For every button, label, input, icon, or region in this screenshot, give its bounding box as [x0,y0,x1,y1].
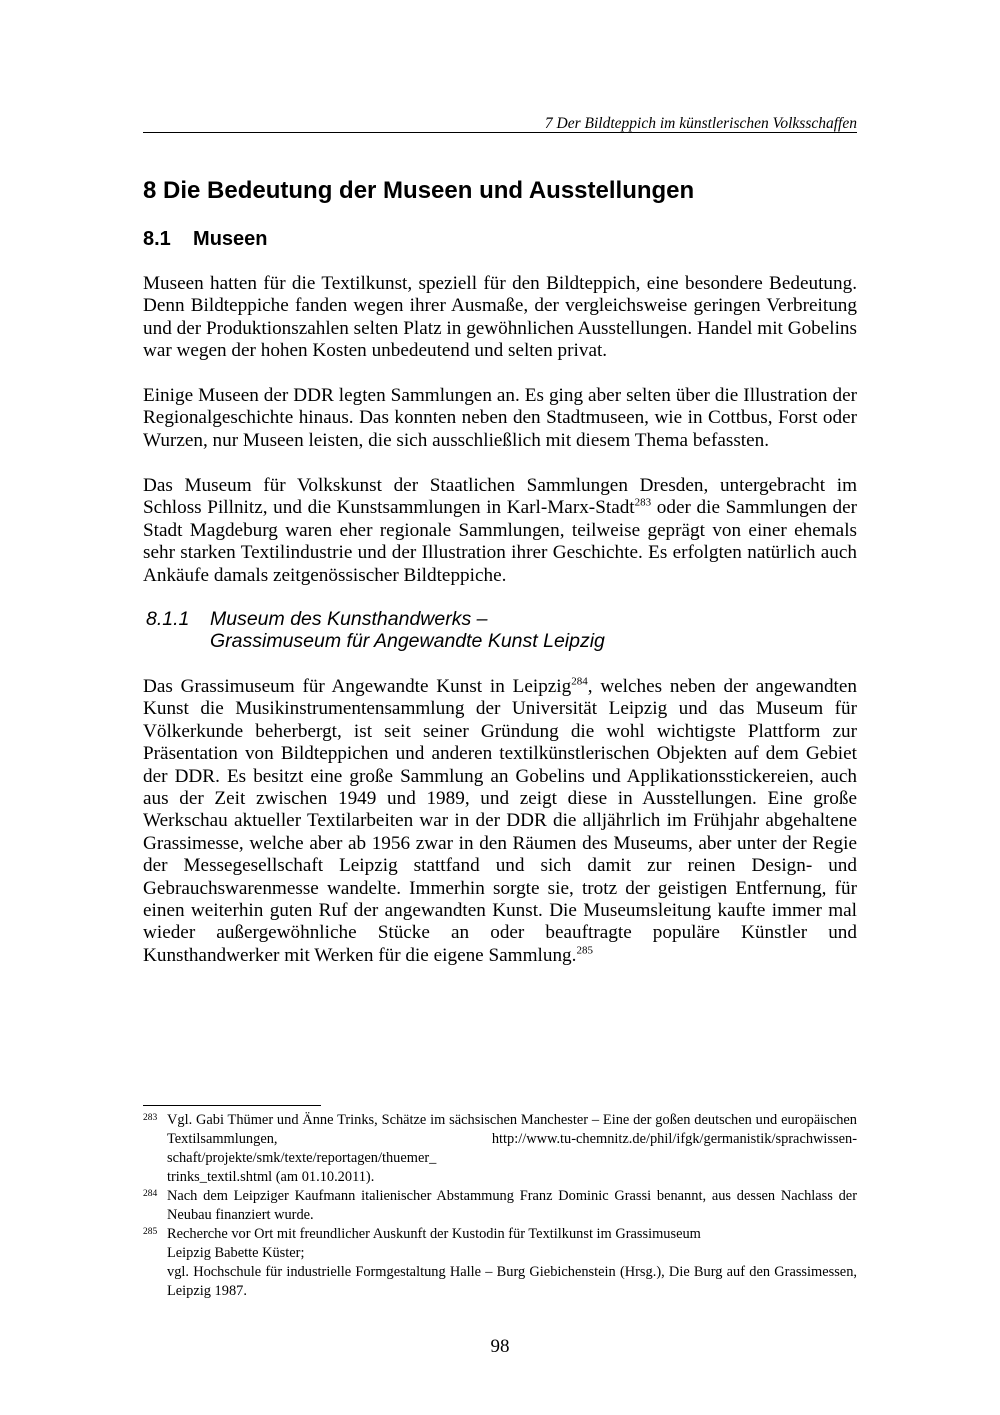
footnote-number: 283 [143,1113,158,1123]
footnote-text: Vgl. Gabi Thümer und Änne Trinks, Schätze im sächsischen Manchester – Eine der goßen deutschen und europäischen Textilsammlungen, http://www.tu-chemnitz.de/phil/ifgk/germanistik/sprachwissen-schaft/projekte/smk/texte/reportagen/thuemer_ [167,1112,857,1166]
footnote-number: 285 [143,1227,158,1237]
section-title: Museen [193,228,268,250]
chapter-title: Die Bedeutung der Museen und Ausstellungen [163,177,695,204]
chapter-number: 8 [143,177,157,204]
header-rule [143,132,857,133]
footnote [143,1187,857,1225]
body-paragraph [143,676,857,967]
running-head: 7 Der Bildteppich im künstlerischen Volksschaffen [544,115,857,132]
footnote-text: vgl. Hochschule für industrielle Formgestaltung Halle – Burg Giebichenstein (Hrsg.), Die Burg auf den Grassimessen, Leipzig 1987. [167,1264,857,1299]
footnote-text: Leipzig Babette Küster; [167,1245,305,1261]
footnote-text: trinks_textil.shtml (am 01.10.2011). [167,1169,375,1185]
footnote [143,1111,857,1187]
footnote-number: 284 [143,1189,158,1199]
footnote-reference[interactable]: 285 [576,944,593,957]
paragraph-text: oder die Sammlungen der Stadt Magdeburg waren eher regionale Sammlungen, teilweise geprägt von einer ehemals sehr starken Textilindustrie und der Illustration ihrer Geschichte. Es erfolgten natürlich auch Ankäufe damals zeitgenössischer Bildteppiche. [143,497,857,586]
footnote-reference[interactable]: 284 [571,675,588,688]
subsection-number: 8.1.1 [146,608,190,630]
body-paragraph [143,475,857,587]
section-heading [143,226,268,252]
page-number: 98 [490,1336,510,1357]
paragraph-text: Das Grassimuseum für Angewandte Kunst in Leipzig [143,676,572,697]
subsection-heading [146,608,605,652]
body-paragraph: Museen hatten für die Textilkunst, speziell für den Bildteppich, eine besondere Bedeutung. Denn Bildteppiche fanden wegen ihrer Ausmaße, der vergleichsweise geringen Verbreitung und der Produktionszahlen selten Platz in gewöhnlichen Ausstellungen. Handel mit Gobelins war wegen der hohen Kosten unbedeutend und selten privat. [143,273,857,362]
footnote-reference[interactable]: 283 [634,497,652,510]
footnotes [143,1111,857,1301]
section-number: 8.1 [143,228,171,250]
footnote-text: Nach dem Leipziger Kaufmann italienischer Abstammung Franz Dominic Grassi benannt, aus dessen Nachlass der Neubau finanziert wurde. [167,1188,857,1223]
subsection-title-line-1: Museum des Kunsthandwerks – [210,608,488,630]
paragraph-text: , welches neben der angewandten Kunst die Musikinstrumentensammlung der Universität Leipzig und das Museum für Völkerkunde beherbergt, ist seit seiner Gründung die wohl wichtigste Plattform zur Präsentation von Bildteppichen und anderen textilkünstlerischen Objekten auf dem Gebiet der DDR. Es besitzt eine große Sammlung an Gobelins und Applikationsstickereien, auch aus der Zeit zwischen 1949 und 1989, und zeigt diese in Ausstellungen. Eine große Werkschau aktueller Textilarbeiten war in der DDR die alljährlich im Frühjahr abgehaltene Grassimesse, welche aber ab 1956 zwar in den Räumen des Museums, aber unter der Regie der Messegesellschaft Leipzig stattfand und sich damit zur reinen Design- und Gebrauchswarenmesse wandelte. Immerhin sorgte sie, trotz der geistigen Entfernung, für einen weiterhin guten Ruf der angewandten Kunst. Die Museumsleitung kaufte immer mal wieder außergewöhnliche Stücke an oder beauftragte populäre Künstler und Kunsthandwerker mit Werken für die eigene Sammlung. [143,676,857,966]
footnote [143,1225,857,1301]
paragraph-text: Das Museum für Volkskunst der Staatlichen Sammlungen Dresden, untergebracht im Schloss Pillnitz, und die Kunstsammlungen in Karl-Marx-Stadt [143,475,857,519]
body-paragraph: Einige Museen der DDR legten Sammlungen an. Es ging aber selten über die Illustration der Regionalgeschichte hinaus. Das konnten neben den Stadtmuseen, wie in Cottbus, Forst oder Wurzen, nur Museen leisten, die sich ausschließlich mit diesem Thema befassten. [143,385,857,451]
chapter-heading [143,176,694,206]
subsection-title-line-2: Grassimuseum für Angewandte Kunst Leipzig [210,630,605,652]
footnote-text: Recherche vor Ort mit freundlicher Auskunft der Kustodin für Textilkunst im Grassimuseum [167,1226,701,1242]
footnote-separator [143,1105,321,1106]
